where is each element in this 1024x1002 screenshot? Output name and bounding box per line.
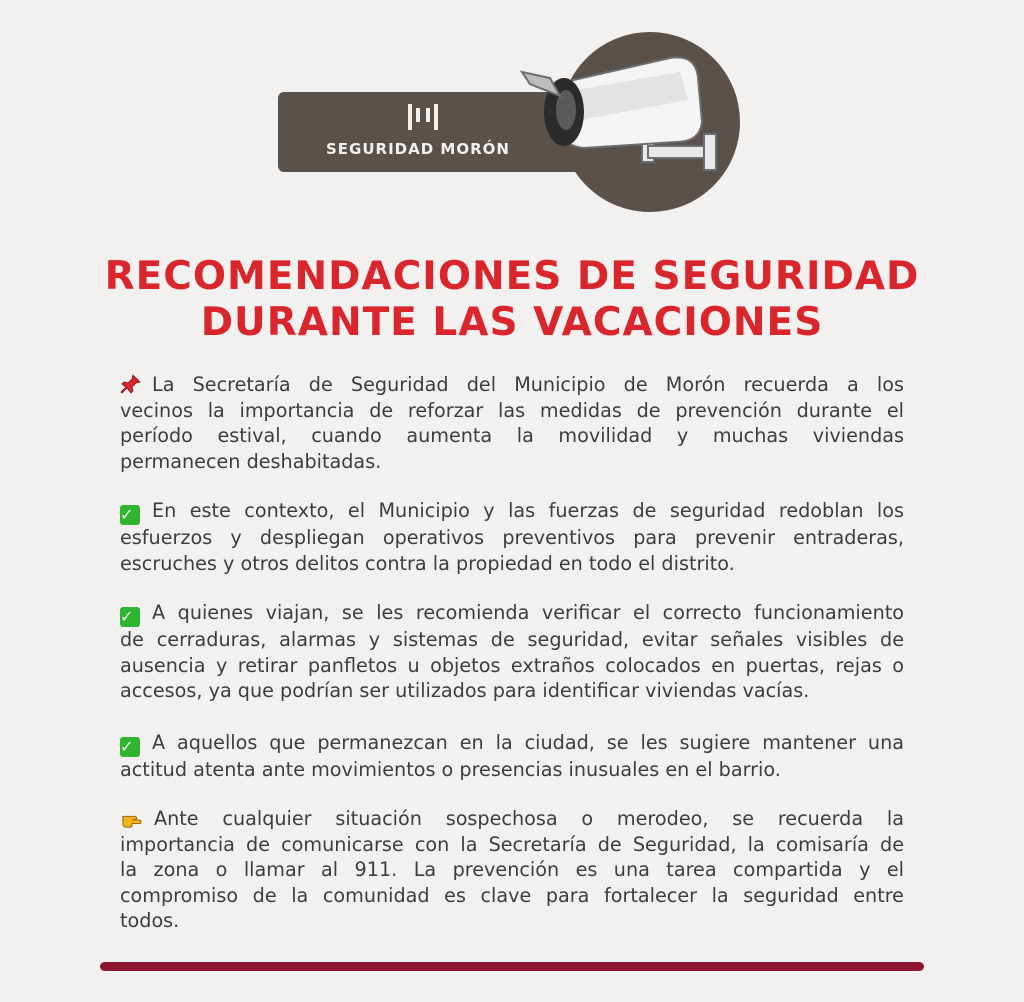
pushpin-icon (120, 373, 142, 395)
check-icon: ✓ (120, 505, 140, 525)
pointing-hand-icon (120, 809, 144, 829)
check-icon: ✓ (120, 737, 140, 757)
paragraph-context: ✓ En este contexto, el Municipio y las fuerzas de seguridad redoblan los esfuerzos y despliegan operativos preventivos para prevenir entraderas, escruches y otros delitos contra la propiedad en todo el distrito. (120, 499, 904, 575)
paragraph-residents: ✓ A aquellos que permanezcan en la ciudad, se les sugiere mantener una actitud atenta ante movimientos o presencias inusuales en el barrio. (120, 731, 904, 781)
check-icon: ✓ (120, 607, 140, 627)
header-banner (270, 28, 750, 228)
paragraph-intro: La Secretaría de Seguridad del Municipio de Morón recuerda a los vecinos la importancia de reforzar las medidas de prevención durante el período estival, cuando aumenta la movilidad y muchas viviendas permanecen deshabitadas. (120, 373, 904, 473)
page-title-line-1: RECOMENDACIONES DE SEGURIDAD (104, 254, 920, 299)
footer-divider (100, 962, 924, 971)
security-camera-icon (520, 38, 730, 188)
page-title-line-2: DURANTE LAS VACACIONES (200, 300, 824, 345)
logo-text: SEGURIDAD MORÓN (326, 140, 510, 158)
paragraph-travelers: ✓ A quienes viajan, se les recomienda verificar el correcto funcionamiento de cerraduras, alarmas y sistemas de seguridad, evitar señales visibles de ausencia y retirar panfletos u objetos extraños colocados en puertas, rejas o accesos, ya que podrían ser utilizados para identificar viviendas vacías. (120, 601, 904, 702)
moron-logo-icon (408, 104, 438, 130)
paragraph-contact: Ante cualquier situación sospechosa o merodeo, se recuerda la importancia de comunicarse con la Secretaría de Seguridad, la comisaría de la zona o llamar al 911. La prevención es una tarea compartida y el compromiso de la comunidad es clave para fortalecer la seguridad entre todos. (120, 807, 904, 932)
